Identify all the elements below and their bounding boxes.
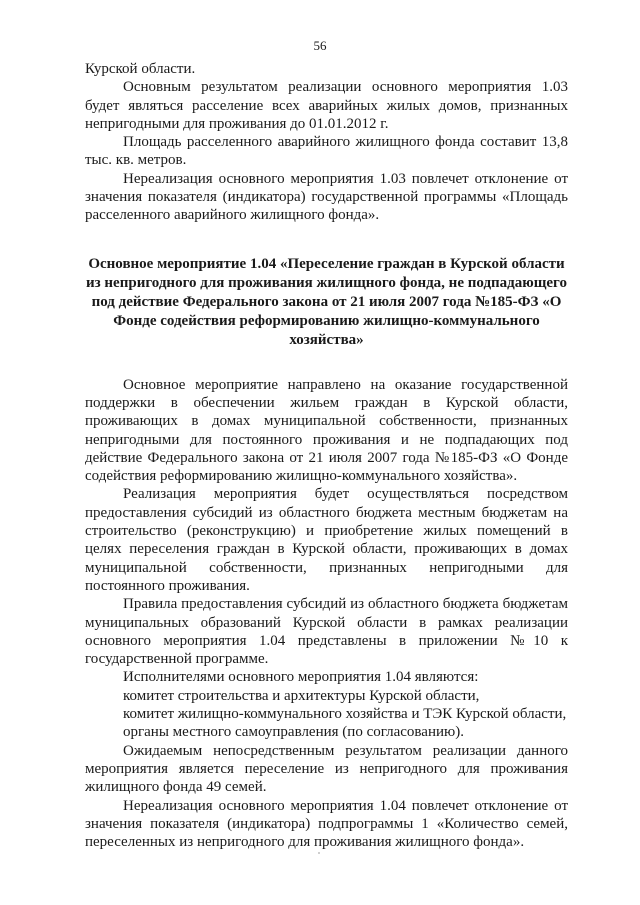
paragraph-result-103: Основным результатом реализации основного мероприятия 1.03 будет являться расселение всех аварийных жилых домов, признанных непригодными для проживания до 01.01.2012 г. (85, 79, 568, 132)
executor-item: органы местного самоуправления (по согласованию). (123, 724, 464, 741)
paragraph-deviation-103: Нереализация основного мероприятия 1.03 повлечет отклонение от значения показателя (индикатора) государственной программы «Площадь расселенного аварийного жилищного фонда». (85, 170, 568, 224)
paragraph-area-103: Площадь расселенного аварийного жилищного фонда составит 13,8 тыс. кв. метров. (85, 134, 568, 169)
paragraph-expected-result-104: Ожидаемым непосредственным результатом реализации данного мероприятия является переселение из непригодного для проживания жилищного фонда 49 семей. (85, 742, 568, 796)
section-heading-104: Основное мероприятие 1.04 «Переселение граждан в Курской области из непригодного для проживания жилищного фонда, не подпадающего под действие Федерального закона от 21 июля 2007 года №185-ФЗ «О Фонде содействия реформированию жилищно-коммунального хозяйства» (85, 255, 567, 348)
page-content (85, 60, 568, 851)
scan-speck (318, 852, 320, 854)
paragraph-purpose-104: Основное мероприятие направлено на оказание государственной поддержки в обеспечении жильем граждан в Курской области, проживающих в домах муниципальной собственности, признанных непригодными для постоянного проживания и не подпадающих под действие Федерального закона от 21 июля 2007 года №185-ФЗ «О Фонде содействия реформированию жилищно-коммунального хозяйства». (85, 376, 568, 485)
continuation-text: Курской области. (85, 61, 196, 77)
paragraph-rules-104: Правила предоставления субсидий из областного бюджета бюджетам муниципальных образований Курской области в рамках реализации основного мероприятия 1.04 представлены в приложении №10 к государственной программе. (85, 596, 568, 668)
executors-intro: Исполнителями основного мероприятия 1.04 являются: (123, 669, 479, 686)
executor-item: комитет жилищно-коммунального хозяйства и ТЭК Курской области, (123, 706, 567, 723)
page-number: 56 (313, 38, 327, 53)
paragraph-implementation-104: Реализация мероприятия будет осуществляться посредством предоставления субсидий из областного бюджета местным бюджетам на строительство (реконструкцию) и приобретение жилых помещений в целях переселения граждан в Курской области, проживающих в домах муниципальной собственности, признанных непригодными для постоянного проживания. (85, 486, 568, 594)
executor-item: комитет строительства и архитектуры Курской области, (123, 687, 480, 704)
paragraph-deviation-104: Нереализация основного мероприятия 1.04 повлечет отклонение от значения показателя (индикатора) подпрограммы 1 «Количество семей, переселенных из непригодного для проживания жилищного фонда». (85, 797, 568, 851)
